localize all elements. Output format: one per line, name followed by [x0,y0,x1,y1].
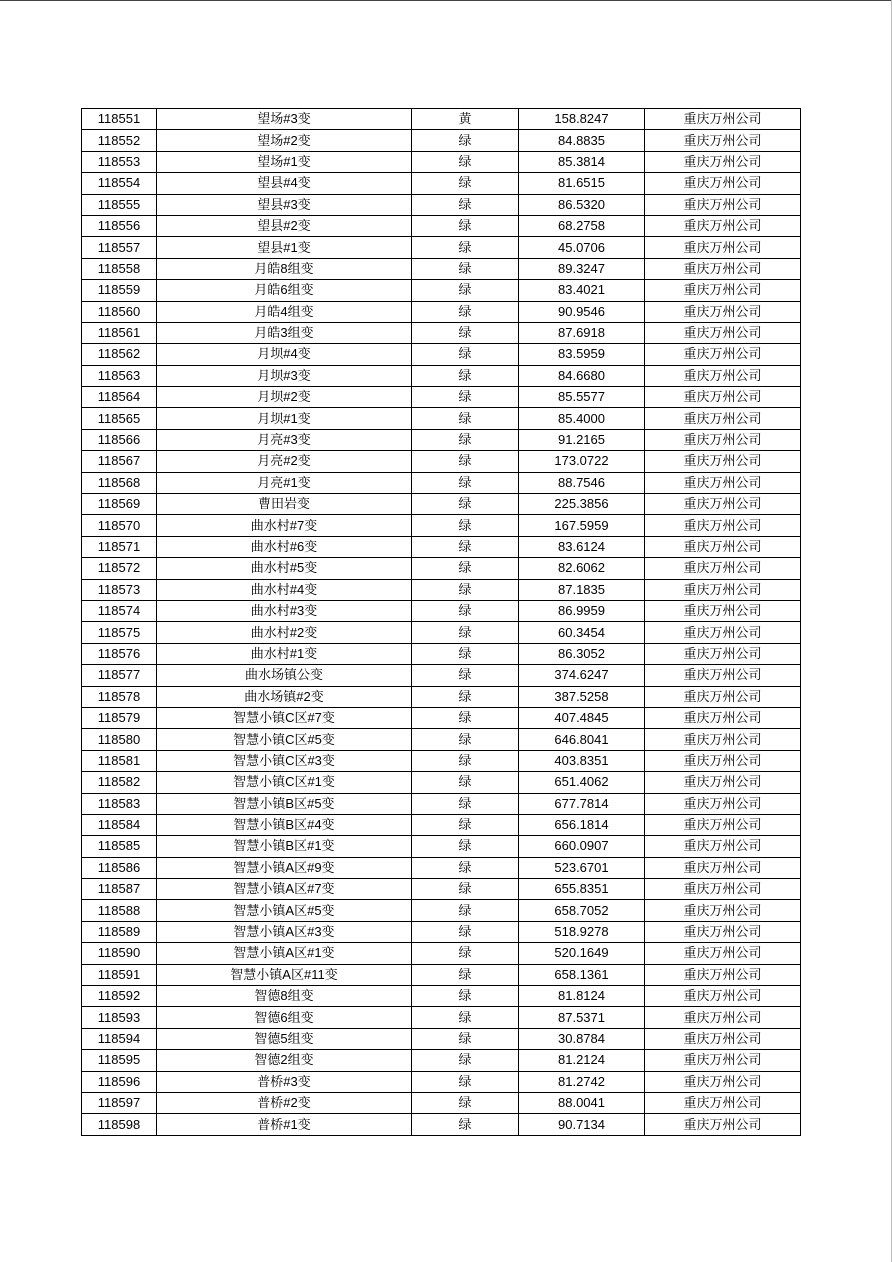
status-cell: 绿 [412,1050,519,1071]
value-cell: 45.0706 [519,237,645,258]
company-cell: 重庆万州公司 [645,943,801,964]
table-row [82,151,801,172]
company-cell: 重庆万州公司 [645,900,801,921]
table-row [82,109,801,130]
value-cell: 90.7134 [519,1114,645,1135]
status-cell: 绿 [412,173,519,194]
transformer-name-cell: 曲水村#1变 [157,643,412,664]
value-cell: 651.4062 [519,772,645,793]
value-cell: 87.1835 [519,579,645,600]
value-cell: 81.6515 [519,173,645,194]
company-cell: 重庆万州公司 [645,622,801,643]
table-row [82,921,801,942]
value-cell: 646.8041 [519,729,645,750]
transformer-name-cell: 智慧小镇A区#7变 [157,879,412,900]
transformer-name-cell: 月亮#3变 [157,429,412,450]
status-cell: 绿 [412,301,519,322]
id-cell: 118596 [82,1071,157,1092]
status-cell: 绿 [412,707,519,728]
company-cell: 重庆万州公司 [645,387,801,408]
id-cell: 118583 [82,793,157,814]
id-cell: 118573 [82,579,157,600]
value-cell: 91.2165 [519,429,645,450]
id-cell: 118560 [82,301,157,322]
table-row [82,1114,801,1135]
value-cell: 88.0041 [519,1092,645,1113]
status-cell: 绿 [412,1028,519,1049]
transformer-name-cell: 月坝#1变 [157,408,412,429]
status-cell: 绿 [412,344,519,365]
id-cell: 118553 [82,151,157,172]
table-row [82,686,801,707]
value-cell: 86.3052 [519,643,645,664]
company-cell: 重庆万州公司 [645,215,801,236]
company-cell: 重庆万州公司 [645,1028,801,1049]
id-cell: 118576 [82,643,157,664]
transformer-name-cell: 望场#3变 [157,109,412,130]
company-cell: 重庆万州公司 [645,772,801,793]
transformer-name-cell: 月皓4组变 [157,301,412,322]
table-row [82,579,801,600]
id-cell: 118590 [82,943,157,964]
value-cell: 87.6918 [519,322,645,343]
status-cell: 绿 [412,494,519,515]
transformer-name-cell: 智慧小镇A区#1变 [157,943,412,964]
value-cell: 81.2124 [519,1050,645,1071]
company-cell: 重庆万州公司 [645,707,801,728]
value-cell: 523.6701 [519,857,645,878]
status-cell: 绿 [412,836,519,857]
value-cell: 84.8835 [519,130,645,151]
transformer-name-cell: 望场#1变 [157,151,412,172]
status-cell: 绿 [412,1071,519,1092]
transformer-name-cell: 曲水场镇公变 [157,665,412,686]
table-row [82,772,801,793]
transformer-name-cell: 月皓6组变 [157,280,412,301]
transformer-name-cell: 智慧小镇B区#1变 [157,836,412,857]
transformer-name-cell: 智德6组变 [157,1007,412,1028]
table-row [82,472,801,493]
id-cell: 118557 [82,237,157,258]
table-row [82,130,801,151]
id-cell: 118561 [82,322,157,343]
transformer-name-cell: 曲水村#5变 [157,558,412,579]
company-cell: 重庆万州公司 [645,686,801,707]
table-row [82,387,801,408]
transformer-name-cell: 智慧小镇C区#1变 [157,772,412,793]
table-row [82,451,801,472]
value-cell: 374.6247 [519,665,645,686]
value-cell: 225.3856 [519,494,645,515]
value-cell: 85.4000 [519,408,645,429]
id-cell: 118571 [82,536,157,557]
id-cell: 118578 [82,686,157,707]
table-row [82,665,801,686]
table-row [82,215,801,236]
id-cell: 118586 [82,857,157,878]
id-cell: 118567 [82,451,157,472]
table-row [82,494,801,515]
id-cell: 118575 [82,622,157,643]
company-cell: 重庆万州公司 [645,429,801,450]
company-cell: 重庆万州公司 [645,408,801,429]
transformer-name-cell: 曲水场镇#2变 [157,686,412,707]
transformer-name-cell: 智慧小镇A区#9变 [157,857,412,878]
status-cell: 绿 [412,237,519,258]
id-cell: 118551 [82,109,157,130]
company-cell: 重庆万州公司 [645,344,801,365]
id-cell: 118569 [82,494,157,515]
table-row [82,558,801,579]
company-cell: 重庆万州公司 [645,173,801,194]
status-cell: 绿 [412,579,519,600]
transformer-name-cell: 曲水村#6变 [157,536,412,557]
transformer-name-cell: 智慧小镇C区#5变 [157,729,412,750]
table-row [82,1071,801,1092]
company-cell: 重庆万州公司 [645,151,801,172]
status-cell: 绿 [412,600,519,621]
status-cell: 绿 [412,472,519,493]
value-cell: 86.5320 [519,194,645,215]
company-cell: 重庆万州公司 [645,986,801,1007]
id-cell: 118580 [82,729,157,750]
id-cell: 118584 [82,814,157,835]
status-cell: 绿 [412,151,519,172]
value-cell: 403.8351 [519,750,645,771]
status-cell: 绿 [412,857,519,878]
status-cell: 绿 [412,365,519,386]
value-cell: 81.2742 [519,1071,645,1092]
company-cell: 重庆万州公司 [645,964,801,985]
transformer-name-cell: 望县#4变 [157,173,412,194]
value-cell: 167.5959 [519,515,645,536]
table-row [82,1028,801,1049]
id-cell: 118595 [82,1050,157,1071]
status-cell: 绿 [412,1007,519,1028]
status-cell: 绿 [412,900,519,921]
company-cell: 重庆万州公司 [645,1071,801,1092]
status-cell: 绿 [412,130,519,151]
company-cell: 重庆万州公司 [645,921,801,942]
transformer-name-cell: 智德5组变 [157,1028,412,1049]
id-cell: 118582 [82,772,157,793]
company-cell: 重庆万州公司 [645,836,801,857]
transformer-name-cell: 月皓8组变 [157,258,412,279]
table-row [82,836,801,857]
company-cell: 重庆万州公司 [645,857,801,878]
company-cell: 重庆万州公司 [645,130,801,151]
status-cell: 绿 [412,1092,519,1113]
id-cell: 118572 [82,558,157,579]
value-cell: 173.0722 [519,451,645,472]
company-cell: 重庆万州公司 [645,600,801,621]
table-row [82,643,801,664]
company-cell: 重庆万州公司 [645,665,801,686]
transformer-name-cell: 智慧小镇B区#5变 [157,793,412,814]
value-cell: 84.6680 [519,365,645,386]
table-row [82,173,801,194]
transformer-table [81,108,801,1136]
transformer-name-cell: 月坝#3变 [157,365,412,386]
status-cell: 绿 [412,429,519,450]
value-cell: 658.7052 [519,900,645,921]
company-cell: 重庆万州公司 [645,322,801,343]
id-cell: 118592 [82,986,157,1007]
transformer-name-cell: 望县#1变 [157,237,412,258]
id-cell: 118570 [82,515,157,536]
table-row [82,600,801,621]
table-row [82,1050,801,1071]
table-row [82,1092,801,1113]
value-cell: 83.4021 [519,280,645,301]
status-cell: 绿 [412,258,519,279]
value-cell: 82.6062 [519,558,645,579]
table-row [82,622,801,643]
table-row [82,280,801,301]
table-row [82,365,801,386]
value-cell: 520.1649 [519,943,645,964]
company-cell: 重庆万州公司 [645,1007,801,1028]
id-cell: 118564 [82,387,157,408]
table-body [82,109,801,1136]
status-cell: 绿 [412,515,519,536]
company-cell: 重庆万州公司 [645,258,801,279]
company-cell: 重庆万州公司 [645,579,801,600]
value-cell: 677.7814 [519,793,645,814]
id-cell: 118597 [82,1092,157,1113]
value-cell: 656.1814 [519,814,645,835]
page-top-border [0,0,892,1]
id-cell: 118562 [82,344,157,365]
value-cell: 658.1361 [519,964,645,985]
table-row [82,536,801,557]
value-cell: 85.5577 [519,387,645,408]
id-cell: 118585 [82,836,157,857]
value-cell: 30.8784 [519,1028,645,1049]
value-cell: 83.5959 [519,344,645,365]
value-cell: 89.3247 [519,258,645,279]
status-cell: 绿 [412,943,519,964]
status-cell: 绿 [412,686,519,707]
table-row [82,729,801,750]
transformer-name-cell: 月皓3组变 [157,322,412,343]
value-cell: 83.6124 [519,536,645,557]
id-cell: 118598 [82,1114,157,1135]
status-cell: 绿 [412,879,519,900]
id-cell: 118565 [82,408,157,429]
id-cell: 118587 [82,879,157,900]
transformer-name-cell: 普桥#3变 [157,1071,412,1092]
table-row [82,814,801,835]
company-cell: 重庆万州公司 [645,451,801,472]
status-cell: 绿 [412,772,519,793]
id-cell: 118589 [82,921,157,942]
table-row [82,750,801,771]
table-row [82,1007,801,1028]
table-row [82,322,801,343]
id-cell: 118558 [82,258,157,279]
value-cell: 88.7546 [519,472,645,493]
transformer-name-cell: 智慧小镇C区#7变 [157,707,412,728]
value-cell: 68.2758 [519,215,645,236]
company-cell: 重庆万州公司 [645,729,801,750]
company-cell: 重庆万州公司 [645,280,801,301]
status-cell: 绿 [412,921,519,942]
company-cell: 重庆万州公司 [645,1114,801,1135]
value-cell: 655.8351 [519,879,645,900]
company-cell: 重庆万州公司 [645,814,801,835]
transformer-name-cell: 智慧小镇C区#3变 [157,750,412,771]
id-cell: 118591 [82,964,157,985]
table-row [82,986,801,1007]
company-cell: 重庆万州公司 [645,365,801,386]
transformer-name-cell: 普桥#1变 [157,1114,412,1135]
company-cell: 重庆万州公司 [645,194,801,215]
id-cell: 118555 [82,194,157,215]
table-row [82,258,801,279]
transformer-name-cell: 望县#3变 [157,194,412,215]
company-cell: 重庆万州公司 [645,879,801,900]
status-cell: 绿 [412,387,519,408]
table-row [82,194,801,215]
transformer-name-cell: 月亮#2变 [157,451,412,472]
status-cell: 绿 [412,643,519,664]
status-cell: 绿 [412,665,519,686]
company-cell: 重庆万州公司 [645,536,801,557]
transformer-name-cell: 月亮#1变 [157,472,412,493]
table-row [82,964,801,985]
company-cell: 重庆万州公司 [645,793,801,814]
table-row [82,707,801,728]
transformer-name-cell: 智慧小镇A区#5变 [157,900,412,921]
transformer-name-cell: 望场#2变 [157,130,412,151]
value-cell: 387.5258 [519,686,645,707]
company-cell: 重庆万州公司 [645,494,801,515]
status-cell: 绿 [412,215,519,236]
value-cell: 158.8247 [519,109,645,130]
company-cell: 重庆万州公司 [645,1092,801,1113]
id-cell: 118566 [82,429,157,450]
status-cell: 绿 [412,322,519,343]
value-cell: 81.8124 [519,986,645,1007]
table-row [82,237,801,258]
transformer-name-cell: 曲水村#7变 [157,515,412,536]
company-cell: 重庆万州公司 [645,109,801,130]
table-row [82,857,801,878]
id-cell: 118579 [82,707,157,728]
value-cell: 518.9278 [519,921,645,942]
id-cell: 118594 [82,1028,157,1049]
id-cell: 118563 [82,365,157,386]
status-cell: 绿 [412,558,519,579]
value-cell: 90.9546 [519,301,645,322]
id-cell: 118581 [82,750,157,771]
transformer-name-cell: 智慧小镇A区#3变 [157,921,412,942]
id-cell: 118577 [82,665,157,686]
transformer-name-cell: 普桥#2变 [157,1092,412,1113]
id-cell: 118574 [82,600,157,621]
company-cell: 重庆万州公司 [645,515,801,536]
transformer-name-cell: 曲水村#4变 [157,579,412,600]
status-cell: 黄 [412,109,519,130]
status-cell: 绿 [412,750,519,771]
transformer-name-cell: 月坝#4变 [157,344,412,365]
table-row [82,879,801,900]
company-cell: 重庆万州公司 [645,643,801,664]
transformer-name-cell: 曹田岩变 [157,494,412,515]
status-cell: 绿 [412,986,519,1007]
company-cell: 重庆万州公司 [645,750,801,771]
value-cell: 85.3814 [519,151,645,172]
transformer-name-cell: 曲水村#2变 [157,622,412,643]
id-cell: 118593 [82,1007,157,1028]
table-row [82,515,801,536]
company-cell: 重庆万州公司 [645,301,801,322]
company-cell: 重庆万州公司 [645,1050,801,1071]
table-row [82,301,801,322]
company-cell: 重庆万州公司 [645,558,801,579]
value-cell: 660.0907 [519,836,645,857]
id-cell: 118568 [82,472,157,493]
table-row [82,943,801,964]
company-cell: 重庆万州公司 [645,237,801,258]
id-cell: 118559 [82,280,157,301]
status-cell: 绿 [412,280,519,301]
table-row [82,408,801,429]
value-cell: 86.9959 [519,600,645,621]
transformer-name-cell: 望县#2变 [157,215,412,236]
status-cell: 绿 [412,451,519,472]
transformer-name-cell: 智慧小镇A区#11变 [157,964,412,985]
status-cell: 绿 [412,622,519,643]
table-row [82,793,801,814]
status-cell: 绿 [412,408,519,429]
id-cell: 118588 [82,900,157,921]
company-cell: 重庆万州公司 [645,472,801,493]
status-cell: 绿 [412,793,519,814]
value-cell: 60.3454 [519,622,645,643]
transformer-name-cell: 智慧小镇B区#4变 [157,814,412,835]
status-cell: 绿 [412,729,519,750]
table-row [82,344,801,365]
transformer-name-cell: 曲水村#3变 [157,600,412,621]
id-cell: 118556 [82,215,157,236]
status-cell: 绿 [412,964,519,985]
status-cell: 绿 [412,194,519,215]
table-row [82,900,801,921]
transformer-name-cell: 智德8组变 [157,986,412,1007]
status-cell: 绿 [412,814,519,835]
value-cell: 407.4845 [519,707,645,728]
transformer-name-cell: 智德2组变 [157,1050,412,1071]
transformer-name-cell: 月坝#2变 [157,387,412,408]
table-row [82,429,801,450]
id-cell: 118552 [82,130,157,151]
id-cell: 118554 [82,173,157,194]
value-cell: 87.5371 [519,1007,645,1028]
status-cell: 绿 [412,1114,519,1135]
status-cell: 绿 [412,536,519,557]
